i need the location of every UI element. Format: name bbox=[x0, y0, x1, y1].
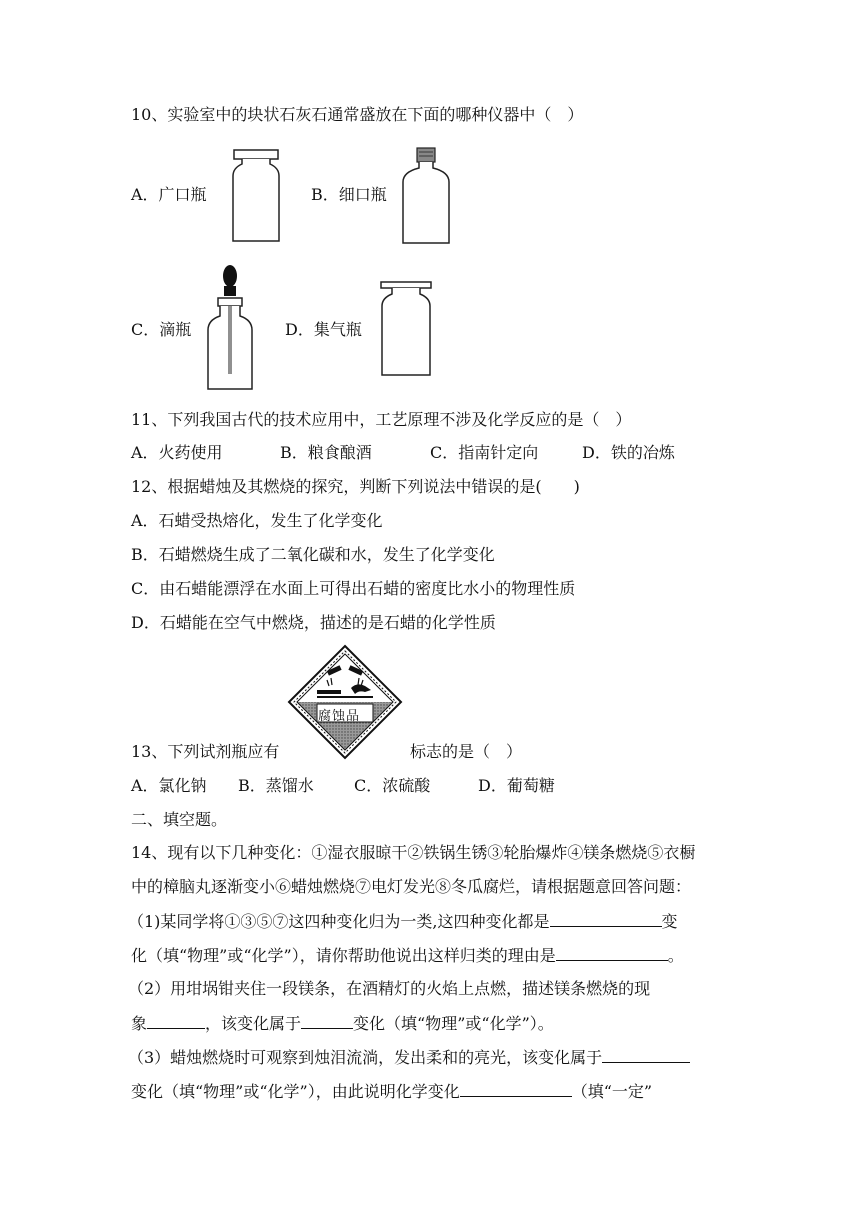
q14-part3-line1 bbox=[128, 1046, 690, 1069]
q14-part3-text-b: 变化（填“物理”或“化学”），由此说明化学变化 bbox=[131, 1082, 460, 1101]
answer-blank[interactable] bbox=[556, 944, 668, 961]
q14-part3-text-c: （填“一定” bbox=[571, 1082, 653, 1101]
q14-stem-line1: 14、现有以下几种变化：①湿衣服晾干②铁锅生锈③轮胎爆炸④镁条燃烧⑤衣橱 bbox=[131, 843, 696, 862]
gas-collecting-bottle-icon bbox=[378, 280, 434, 378]
answer-blank[interactable] bbox=[301, 1012, 353, 1029]
q14-part1-text-a: （1)某同学将①③⑤⑦这四种变化归为一类,这四种变化都是 bbox=[128, 912, 550, 931]
q13-option-d: D．葡萄糖 bbox=[478, 776, 555, 795]
dropper-bottle-icon bbox=[205, 262, 255, 392]
q14-part1-text-c: 化（填“物理”或“化学”），请你帮助他说出这样归类的理由是 bbox=[131, 946, 556, 965]
corrosive-hazard-sign-icon bbox=[287, 644, 403, 760]
q14-stem-line2: 中的樟脑丸逐渐变小⑥蜡烛燃烧⑦电灯发光⑧冬瓜腐烂，请根据题意回答问题： bbox=[131, 877, 692, 896]
answer-blank[interactable] bbox=[147, 1012, 205, 1029]
q11-option-a: A．火药使用 bbox=[131, 443, 223, 462]
corrosive-sign-label: 腐蚀品 bbox=[318, 709, 361, 724]
q13-option-b: B．蒸馏水 bbox=[238, 776, 314, 795]
wide-mouth-bottle-icon bbox=[228, 148, 284, 244]
q13-stem-suffix: 标志的是（ ） bbox=[410, 742, 523, 761]
q12-option-d: D．石蜡能在空气中燃烧，描述的是石蜡的化学性质 bbox=[131, 613, 496, 632]
q11-option-b: B．粮食酿酒 bbox=[280, 443, 372, 462]
q14-part1-text-d: 。 bbox=[667, 946, 684, 965]
q13-option-a: A．氯化钠 bbox=[131, 776, 207, 795]
answer-blank[interactable] bbox=[550, 910, 662, 927]
q11-option-d: D．铁的冶炼 bbox=[582, 443, 675, 462]
q14-part2-text-c: ，该变化属于 bbox=[205, 1014, 302, 1033]
q11-option-c: C．指南针定向 bbox=[430, 443, 539, 462]
q10-option-b: B．细口瓶 bbox=[311, 185, 387, 204]
q10-option-c: C．滴瓶 bbox=[131, 320, 192, 339]
q14-part2-text-d: 变化（填“物理”或“化学”）。 bbox=[353, 1014, 554, 1033]
q14-part1-line2 bbox=[131, 944, 684, 967]
q14-part3-text-a: （3）蜡烛燃烧时可观察到烛泪流淌，发出柔和的亮光，该变化属于 bbox=[128, 1048, 603, 1067]
q14-part2-line2 bbox=[131, 1012, 554, 1035]
q12-stem: 12、根据蜡烛及其燃烧的探究，判断下列说法中错误的是( ) bbox=[131, 477, 580, 496]
q11-stem: 11、下列我国古代的技术应用中，工艺原理不涉及化学反应的是（ ） bbox=[131, 410, 632, 429]
answer-blank[interactable] bbox=[460, 1080, 572, 1097]
q14-part1-text-b: 变 bbox=[661, 912, 678, 931]
q14-part2-line1: （2）用坩埚钳夹住一段镁条，在酒精灯的火焰上点燃，描述镁条燃烧的现 bbox=[128, 979, 651, 998]
section-heading: 二、填空题。 bbox=[131, 810, 228, 829]
q13-option-c: C．浓硫酸 bbox=[354, 776, 431, 795]
q12-option-c: C．由石蜡能漂浮在水面上可得出石蜡的密度比水小的物理性质 bbox=[131, 579, 576, 598]
q12-option-b: B．石蜡燃烧生成了二氧化碳和水，发生了化学变化 bbox=[131, 545, 495, 564]
q12-option-a: A．石蜡受热熔化，发生了化学变化 bbox=[131, 511, 383, 530]
q14-part3-line2 bbox=[131, 1080, 652, 1103]
q10-option-a: A．广口瓶 bbox=[131, 185, 207, 204]
q10-option-d: D．集气瓶 bbox=[285, 320, 362, 339]
q14-part2-text-b: 象 bbox=[131, 1014, 148, 1033]
q10-stem: 10、实验室中的块状石灰石通常盛放在下面的哪种仪器中（ ） bbox=[131, 105, 584, 124]
q13-stem-prefix: 13、下列试剂瓶应有 bbox=[131, 742, 280, 761]
q14-part1-line1 bbox=[128, 910, 678, 933]
answer-blank[interactable] bbox=[602, 1046, 690, 1063]
narrow-mouth-bottle-icon bbox=[398, 146, 454, 246]
